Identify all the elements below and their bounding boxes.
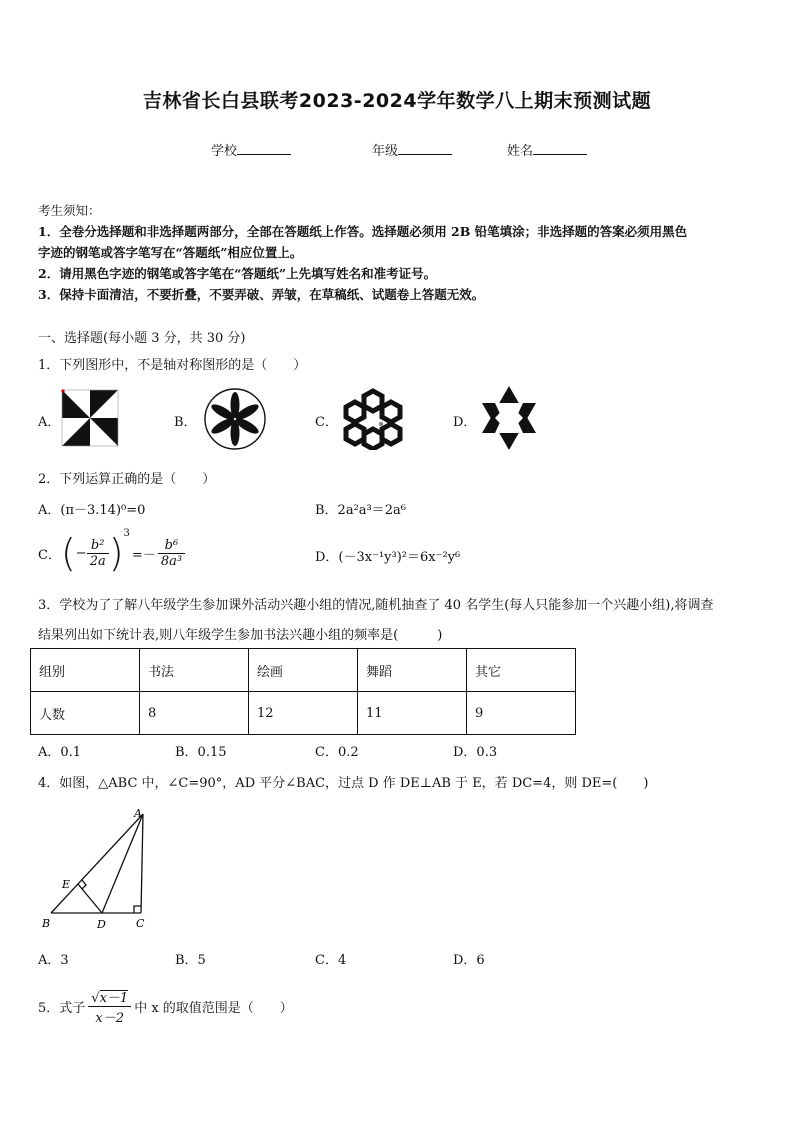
q2-option-c: C． ( − $\frac{\text{b²}}{2a}$ ) $^3$ =－ $\frac{\text{b⁶}}{\text{8a³}}$ <box>38 528 185 578</box>
q5-denominator: x－2 <box>95 1010 125 1026</box>
name-field[interactable] <box>507 140 587 159</box>
q4-option-a: A．3 <box>38 953 69 968</box>
q1-option-a-label: A． <box>38 415 61 430</box>
hexagon-ring-figure <box>338 388 408 450</box>
grade-field[interactable] <box>372 140 452 159</box>
q4-option-d: D．6 <box>453 953 485 968</box>
q2-option-a: A．(π－3.14)⁰=0 <box>38 503 146 518</box>
q1-option-b-label: B． <box>174 415 197 430</box>
question-2-stem: 2．下列运算正确的是（ ） <box>38 472 216 487</box>
school-blank[interactable] <box>237 142 291 155</box>
section-heading: 一、选择题(每小题 3 分，共 30 分) <box>38 331 246 346</box>
table-cell: 舞蹈 <box>358 649 467 692</box>
name-blank[interactable] <box>533 142 587 155</box>
q3-option-d: D．0.3 <box>453 745 498 760</box>
survey-table <box>30 648 576 735</box>
q2-c-result-den: 8a³ <box>160 553 183 569</box>
triangle-figure <box>36 806 156 936</box>
table-row <box>31 692 576 735</box>
hexagram-figure <box>478 384 540 452</box>
grade-label: 年级 <box>372 144 399 159</box>
q2-c-label: C． <box>38 547 61 563</box>
pinwheel-figure <box>60 388 120 448</box>
table-cell: 8 <box>140 692 249 735</box>
fig-label-b: B <box>42 917 51 930</box>
table-cell: 9 <box>467 692 576 735</box>
question-4-stem: 4．如图，△ABC 中，∠C=90°，AD 平分∠BAC，过点 D 作 DE⊥AB 于 E，若 DC=4，则 DE=( ) <box>38 776 649 791</box>
q5-suffix: 中 x 的取值范围是（ ） <box>134 1000 293 1016</box>
question-5-stem <box>38 984 293 1028</box>
flower-circle-figure <box>203 387 267 451</box>
q4-option-b: B．5 <box>175 953 206 968</box>
grade-blank[interactable] <box>398 142 452 155</box>
table-cell: 组别 <box>31 649 140 692</box>
table-cell: 书法 <box>140 649 249 692</box>
question-3-stem-line2: 结果列出如下统计表,则八年级学生参加书法兴趣小组的频率是( ) <box>38 628 443 643</box>
notice-heading: 考生须知： <box>38 203 101 218</box>
q2-c-inner-num: b² <box>87 538 109 554</box>
q2-c-inner-den: 2a <box>89 553 106 569</box>
table-header-row <box>31 649 576 692</box>
table-cell: 其它 <box>467 649 576 692</box>
table-cell: 绘画 <box>249 649 358 692</box>
table-cell: 人数 <box>31 692 140 735</box>
q1-option-c-label: C． <box>315 415 338 430</box>
q2-option-b: B．2a²a³＝2a⁶ <box>315 503 406 518</box>
name-label: 姓名 <box>507 144 534 159</box>
q2-c-exponent: 3 <box>123 528 130 539</box>
page-title: 吉林省长白县联考2023-2024学年数学八上期末预测试题 <box>142 90 652 112</box>
fig-label-a: A <box>134 807 142 820</box>
q2-option-d: D．(－3x⁻¹y³)²＝6x⁻²y⁶ <box>315 550 461 565</box>
school-field[interactable] <box>211 140 291 159</box>
q2-c-inner-fraction <box>87 538 109 569</box>
q3-option-a: A．0.1 <box>38 745 82 760</box>
q3-option-c: C．0.2 <box>315 745 359 760</box>
q4-option-c: C．4 <box>315 953 347 968</box>
right-paren-icon: ) <box>108 531 124 575</box>
notice-item-1b: 字迹的钢笔或答字笔写在“答题纸”相应位置上。 <box>38 245 303 260</box>
q5-numerator: √x－1 <box>88 987 131 1007</box>
q2-c-result-fraction <box>158 538 185 569</box>
q5-fraction <box>88 987 131 1026</box>
q3-option-b: B．0.15 <box>175 745 227 760</box>
question-1-stem: 1．下列图形中，不是轴对称图形的是（ ） <box>38 358 307 373</box>
notice-item-1a: 1．全卷分选择题和非选择题两部分，全部在答题纸上作答。选择题必须用 2B 铅笔填涂；非选择题的答案必须用黑色 <box>38 224 688 239</box>
q5-prefix: 5．式子 <box>38 1000 86 1016</box>
table-cell: 11 <box>358 692 467 735</box>
q1-option-d-label: D． <box>453 415 477 430</box>
q2-c-equals: =－ <box>131 547 156 563</box>
school-label: 学校 <box>211 144 238 159</box>
table-cell: 12 <box>249 692 358 735</box>
fig-label-d: D <box>97 918 106 931</box>
notice-item-3: 3．保持卡面清洁，不要折叠，不要弄破、弄皱，在草稿纸、试题卷上答题无效。 <box>38 287 485 302</box>
left-paren-icon: ( <box>60 531 76 575</box>
q2-c-result-num: b⁶ <box>158 538 185 554</box>
notice-item-2: 2．请用黑色字迹的钢笔或答字笔在“答题纸”上先填写姓名和准考证号。 <box>38 266 437 281</box>
fig-label-e: E <box>62 878 71 891</box>
fig-label-c: C <box>136 917 145 930</box>
question-3-stem-line1: 3．学校为了了解八年级学生参加课外活动兴趣小组的情况,随机抽查了 40 名学生(每人只能参加一个兴趣小组),将调查 <box>38 598 714 613</box>
